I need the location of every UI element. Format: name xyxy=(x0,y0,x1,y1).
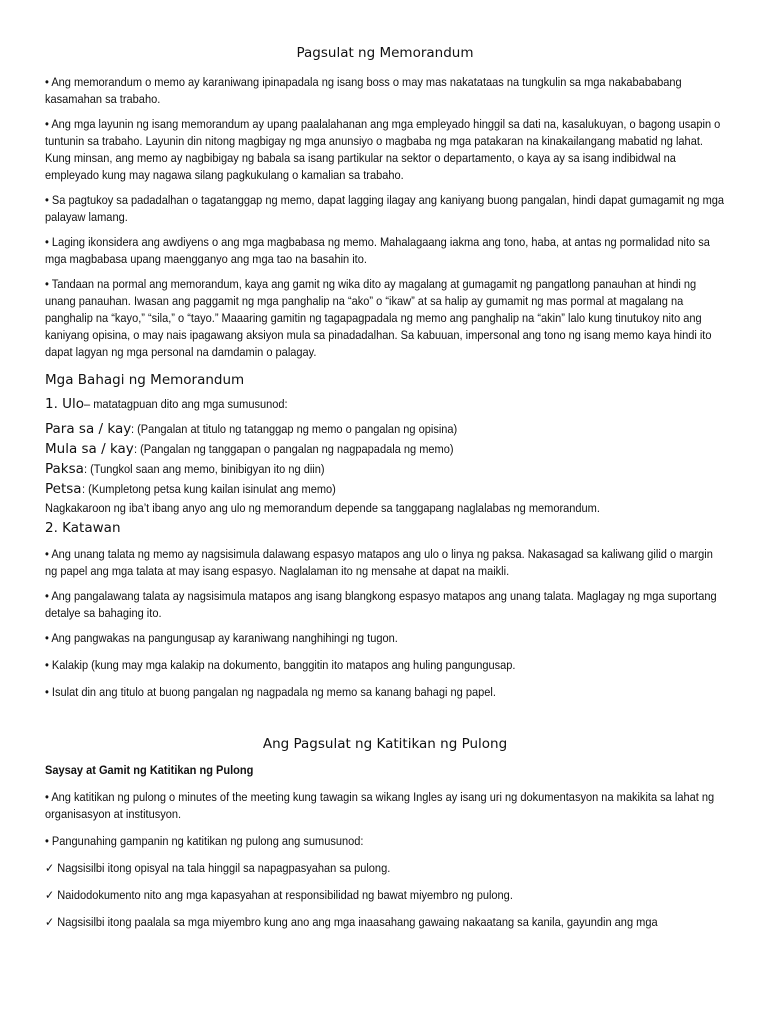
katawan-label: 2. Katawan xyxy=(45,520,121,536)
ulo-item xyxy=(45,479,725,499)
katawan-paragraph: • Ang pangalawang talata ay nagsisimula matapos ang isang blangkong espasyo matapos ang unang talata. Maglagay ng mga suportang detalye sa bahaging ito. xyxy=(45,589,717,620)
katitikan-subtitle: Saysay at Gamit ng Katitikan ng Pulong xyxy=(45,763,254,777)
memo-section xyxy=(45,74,725,361)
katawan-section xyxy=(45,546,725,701)
ulo-item-label: Mula sa / kay xyxy=(45,441,134,457)
ulo-item xyxy=(45,419,725,439)
ulo-heading-row xyxy=(45,395,725,413)
document-body xyxy=(45,44,725,931)
bahagi-heading: Mga Bahagi ng Memorandum xyxy=(45,372,245,388)
ulo-item-label: Paksa xyxy=(45,461,84,477)
katawan-paragraph: • Kalakip (kung may mga kalakip na dokumento, banggitin ito matapos ang huling pangungusap. xyxy=(45,658,516,672)
ulo-item-text: : (Pangalan at titulo ng tatanggap ng memo o pangalan ng opisina) xyxy=(131,422,458,436)
ulo-desc: – matatagpuan dito ang mga sumusunod: xyxy=(84,397,288,411)
ulo-item xyxy=(45,459,725,479)
check-item: ✓ Nagsisilbi itong paalala sa mga miyembro kung ano ang mga inaasahang gawaing nakaatang sa kanila, gayundin ang mga xyxy=(45,915,658,929)
ulo-items xyxy=(45,419,725,499)
ulo-item-label: Petsa xyxy=(45,481,82,497)
memo-paragraph: • Sa pagtukoy sa padadalhan o tagatanggap ng memo, dapat lagging ilagay ang kaniyang buong pangalan, hindi dapat gumagamit ng mga palayaw lamang. xyxy=(45,193,725,224)
memo-paragraph: • Ang memorandum o memo ay karaniwang ipinapadala ng isang boss o may mas nakatataas na tungkulin sa mga nakabababang kasamahan sa trabaho. xyxy=(45,75,682,106)
memo-paragraph: • Laging ikonsidera ang awdiyens o ang mga magbabasa ng memo. Mahalagaang iakma ang tono, haba, at antas ng pormalidad nito sa mga magbabasa upang maengganyo ang mga tao na basahin ito. xyxy=(45,235,710,266)
memo-title: Pagsulat ng Memorandum xyxy=(296,45,474,61)
katitikan-paragraph: • Pangunahing gampanin ng katitikan ng pulong ang sumusunod: xyxy=(45,834,364,848)
memo-paragraph: • Ang mga layunin ng isang memorandum ay upang paalalahanan ang mga empleyado hinggil sa dati na, kasalukuyan, o bagong usapin o tuntunin sa trabaho. Layunin din nitong magbigay ng mga anunsiyo o magbaba ng mga patakaran na kinakailangang mabatid ng lahat. Kung minsan, ang memo ay nagbibigay ng babala sa isang partikular na sektor o departamento, o kaya ay sa isang indibidwal na empleyado kung may nagawa silang pagkukulang o kamalian sa trabaho. xyxy=(45,117,721,182)
katawan-paragraph: • Isulat din ang titulo at buong pangalan ng nagpadala ng memo sa kanang bahagi ng papel. xyxy=(45,685,496,699)
ulo-label: 1. Ulo xyxy=(45,396,85,412)
katawan-paragraph: • Ang pangwakas na pangungusap ay karaniwang nanghihingi ng tugon. xyxy=(45,631,398,645)
katitikan-section xyxy=(45,762,725,931)
ulo-item-text: : (Pangalan ng tanggapan o pangalan ng nagpapadala ng memo) xyxy=(133,442,454,456)
ulo-item-text: : (Tungkol saan ang memo, binibigyan ito ng diin) xyxy=(83,462,325,476)
ulo-item-label: Para sa / kay xyxy=(45,421,132,437)
ulo-item xyxy=(45,439,725,459)
memo-paragraph: • Tandaan na pormal ang memorandum, kaya ang gamit ng wika dito ay magalang at gumagamit ng pangatlong panauhan at hindi ng unang panauhan. Iwasan ang paggamit ng mga panghalip na “ako” o “ikaw” at sa halip ay gumamit ng mas pormal at magalang na panghalip na “kayo,” “sila,” o “tayo.” Maaaring gamitin ng tagapagpadala ng memo ang panghalip na “akin” lalo kung tinutukoy nito ang kaniyang opisina, o may nais ipagawang aksiyon mula sa pinadadalhan. Sa kabuuan, impersonal ang tono ng isang memo kaya hindi ito dapat lagyan ng mga personal na damdamin o palagay. xyxy=(45,277,712,359)
check-item: ✓ Naidodokumento nito ang mga kapasyahan at responsibilidad ng bawat miyembro ng pulong. xyxy=(45,888,513,902)
katawan-paragraph: • Ang unang talata ng memo ay nagsisimula dalawang espasyo matapos ang ulo o linya ng paksa. Nakasagad sa kaliwang gilid o margin ng papel ang mga talata at may isang espasyo. Naglalaman ito ng mensahe at dapat na maikli. xyxy=(45,547,713,578)
katitikan-title: Ang Pagsulat ng Katitikan ng Pulong xyxy=(262,736,508,752)
ulo-note: Nagkakaroon ng iba’t ibang anyo ang ulo ng memorandum depende sa tanggapang naglalabas ng memorandum. xyxy=(45,501,600,515)
katitikan-paragraph: • Ang katitikan ng pulong o minutes of the meeting kung tawagin sa wikang Ingles ay isang uri ng dokumentasyon na makikita sa lahat ng organisasyon at institusyon. xyxy=(45,790,715,821)
ulo-item-text: : (Kumpletong petsa kung kailan isinulat ang memo) xyxy=(81,482,336,496)
check-item: ✓ Nagsisilbi itong opisyal na tala hinggil sa napagpasyahan sa pulong. xyxy=(45,861,391,875)
